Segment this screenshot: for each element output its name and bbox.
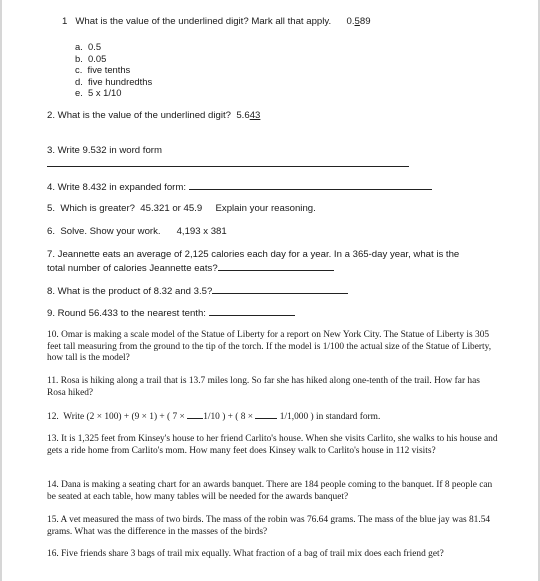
question-9-text: 9. Round 56.433 to the nearest tenth: bbox=[47, 308, 206, 319]
option-letter: b. bbox=[75, 52, 83, 64]
question-6-text: 6. Solve. Show your work. 4,193 x 381 bbox=[47, 226, 227, 237]
question-5-text: 5. Which is greater? 45.321 or 45.9 Explain your reasoning. bbox=[47, 203, 316, 214]
option-text: 0.5 bbox=[88, 41, 102, 52]
question-13 bbox=[47, 434, 499, 457]
question-10 bbox=[47, 330, 499, 365]
answer-blank[interactable] bbox=[187, 410, 203, 419]
question-16 bbox=[47, 549, 444, 561]
question-13-text: 13. It is 1,325 feet from Kinsey's house to her friend Carlito's house. When she visits Carlito, she walks to his house and gets a ride home from Carlito's mom. How many feet does Kinsey walk to Carlito's house in 112 visits? bbox=[47, 434, 498, 456]
option-letter: d. bbox=[75, 75, 83, 87]
question-15 bbox=[47, 515, 499, 538]
answer-blank[interactable] bbox=[212, 284, 348, 294]
option-d[interactable] bbox=[75, 76, 152, 88]
question-5 bbox=[47, 203, 316, 215]
question-12-text: 1/10 ) + ( 8 × bbox=[203, 412, 256, 422]
decimal-part: 0. bbox=[346, 16, 355, 27]
option-e[interactable] bbox=[75, 87, 152, 99]
question-12-text: 1/1,000 ) in standard form. bbox=[277, 412, 381, 422]
question-7-line-2 bbox=[47, 261, 507, 275]
underlined-digit: 5 bbox=[354, 16, 360, 27]
option-letter: e. bbox=[75, 87, 83, 99]
decimal-part: 89 bbox=[359, 16, 371, 27]
question-3 bbox=[47, 145, 162, 157]
answer-blank[interactable] bbox=[255, 410, 277, 419]
question-1-number: 1 bbox=[62, 16, 68, 27]
question-7 bbox=[47, 249, 507, 275]
question-10-text: 10. Omar is making a scale model of the Statue of Liberty for a report on New York City. The Statue of Liberty is 305 feet tall measuring from the ground to the tip of the torch. If the model is 1/100 the actual size of the Statue of Liberty, how tall is the model? bbox=[47, 330, 492, 363]
question-7-text: total number of calories Jeannette eats? bbox=[47, 263, 218, 274]
answer-blank[interactable] bbox=[189, 180, 432, 190]
question-1 bbox=[62, 16, 371, 28]
question-11 bbox=[47, 376, 499, 399]
question-2-text: 2. What is the value of the underlined digit? bbox=[47, 110, 231, 121]
option-letter: c. bbox=[75, 64, 83, 76]
question-6 bbox=[47, 226, 227, 238]
question-3-text: 3. Write 9.532 in word form bbox=[47, 145, 162, 156]
decimal-part: 6 bbox=[244, 110, 250, 121]
question-15-text: 15. A vet measured the mass of two birds. The mass of the robin was 76.64 grams. The mass of the blue jay was 81.54 grams. What was the difference in the masses of the birds? bbox=[47, 515, 491, 537]
question-8 bbox=[47, 284, 348, 298]
question-4-text: 4. Write 8.432 in expanded form: bbox=[47, 182, 187, 193]
question-1-text: What is the value of the underlined digit? Mark all that apply. bbox=[75, 16, 332, 27]
answer-blank[interactable] bbox=[218, 261, 334, 271]
question-14 bbox=[47, 480, 499, 503]
question-11-text: 11. Rosa is hiking along a trail that is 13.7 miles long. So far she has hiked along one-tenth of the trail. How far has Rosa hiked? bbox=[47, 376, 480, 398]
question-9 bbox=[47, 306, 295, 320]
question-2 bbox=[47, 110, 260, 122]
question-8-text: 8. What is the product of 8.32 and 3.5? bbox=[47, 286, 213, 297]
question-4 bbox=[47, 180, 432, 194]
underlined-digits: 43 bbox=[249, 110, 261, 121]
option-b[interactable] bbox=[75, 53, 152, 65]
option-text: five hundredths bbox=[88, 75, 153, 87]
option-text: five tenths bbox=[87, 64, 131, 76]
option-text: 5 x 1/10 bbox=[88, 87, 122, 99]
question-1-options bbox=[75, 41, 152, 99]
option-letter: a. bbox=[75, 41, 83, 52]
question-12 bbox=[47, 410, 380, 424]
option-a[interactable] bbox=[75, 41, 152, 53]
question-2-decimal bbox=[236, 110, 260, 121]
decimal-part: 5. bbox=[236, 110, 245, 121]
answer-line[interactable] bbox=[47, 166, 409, 167]
question-16-text: 16. Five friends share 3 bags of trail mix equally. What fraction of a bag of trail mix does each friend get? bbox=[47, 549, 444, 559]
question-1-decimal bbox=[347, 16, 371, 27]
question-7-line-1: 7. Jeannette eats an average of 2,125 calories each day for a year. In a 365-day year, what is the bbox=[47, 249, 460, 260]
option-c[interactable] bbox=[75, 64, 152, 76]
answer-blank[interactable] bbox=[209, 306, 295, 316]
option-text: 0.05 bbox=[88, 52, 107, 64]
question-14-text: 14. Dana is making a seating chart for an awards banquet. There are 184 people coming to the banquet. If 8 people can be seated at each table, how many tables will be needed for the awards banquet? bbox=[47, 480, 493, 502]
question-12-text: 12. Write (2 × 100) + (9 × 1) + ( 7 × bbox=[47, 412, 188, 422]
